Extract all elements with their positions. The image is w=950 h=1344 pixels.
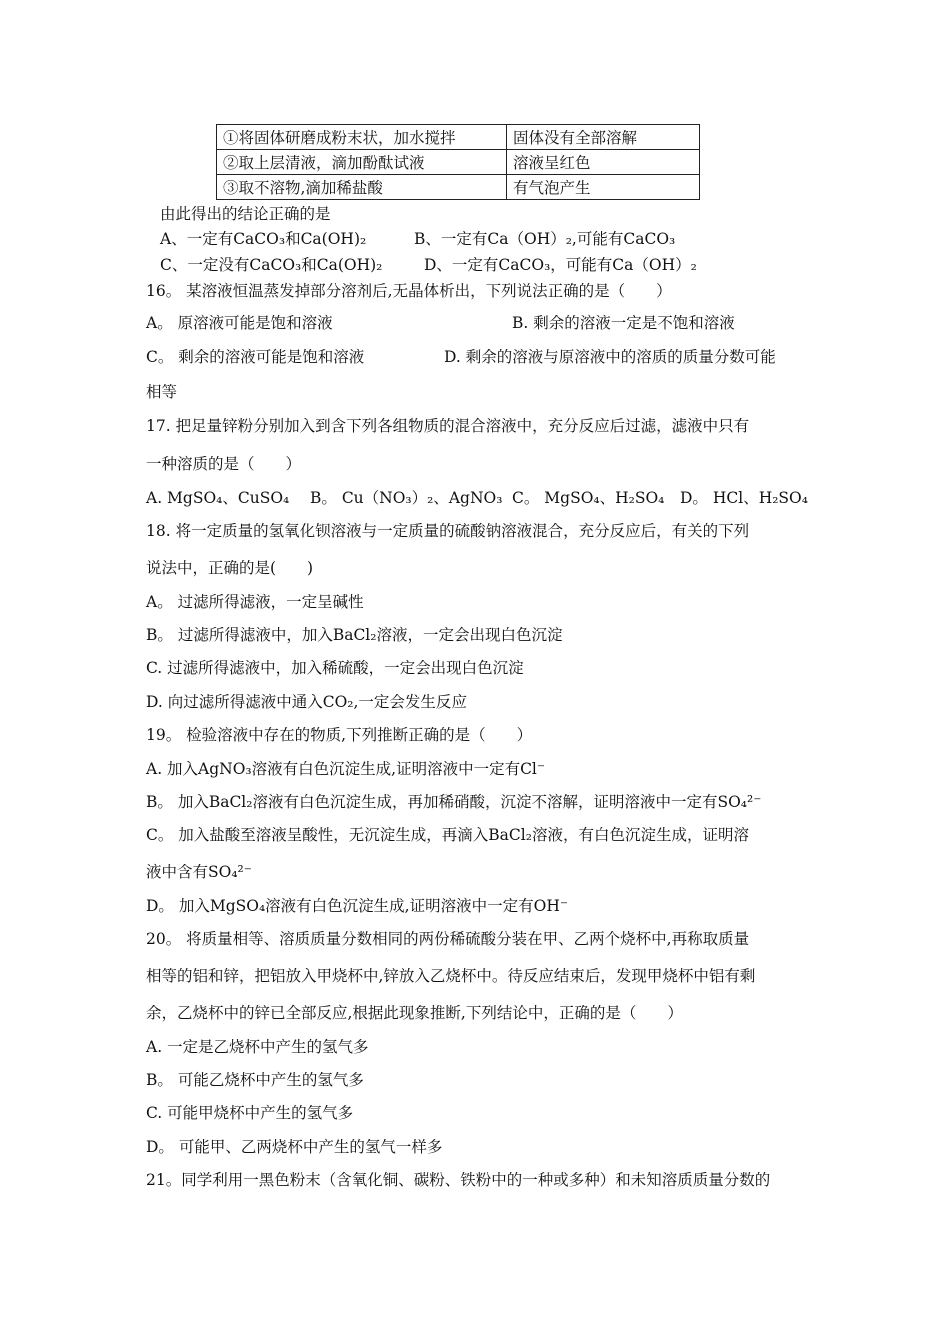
q18-option-b: B。 过滤所得滤液中，加入BaCl₂溶液，一定会出现白色沉淀 [146, 626, 563, 644]
q15-option-a: A、一定有CaCO₃和Ca(OH)₂ [160, 230, 367, 248]
q17-option-a: A. MgSO₄、CuSO₄ [146, 489, 290, 507]
q16-stem: 16。 某溶液恒温蒸发掉部分溶剂后,无晶体析出，下列说法正确的是（ ） [146, 282, 672, 300]
q20-stem: 20。 将质量相等、溶质质量分数相同的两份稀硫酸分装在甲、乙两个烧杯中,再称取质量 [146, 930, 750, 948]
q17-option-d: D。 HCl、H₂SO₄ [680, 489, 808, 507]
table-row [217, 150, 700, 175]
q17-option-c: C。 MgSO₄、H₂SO₄ [512, 489, 665, 507]
q20-option-a: A. 一定是乙烧杯中产生的氢气多 [146, 1038, 369, 1056]
experiment-table [216, 124, 700, 200]
q20-option-c: C. 可能甲烧杯中产生的氢气多 [146, 1104, 354, 1122]
q20-stem-cont-1: 相等的铝和锌，把铝放入甲烧杯中,锌放入乙烧杯中。待反应结束后，发现甲烧杯中铝有剩 [146, 967, 756, 985]
q19-option-d: D。 加入MgSO₄溶液有白色沉淀生成,证明溶液中一定有OH⁻ [146, 897, 569, 915]
q19-stem: 19。 检验溶液中存在的物质,下列推断正确的是（ ） [146, 726, 533, 744]
q15-option-b: B、一定有Ca（OH）₂,可能有CaCO₃ [414, 230, 676, 248]
q19-option-a: A. 加入AgNO₃溶液有白色沉淀生成,证明溶液中一定有Cl⁻ [146, 760, 546, 778]
q16-option-b: B. 剩余的溶液一定是不饱和溶液 [512, 314, 735, 332]
q20-stem-cont-2: 余，乙烧杯中的锌已全部反应,根据此现象推断,下列结论中，正确的是（ ） [146, 1004, 683, 1022]
table-cell-step: ①将固体研磨成粉末状，加水搅拌 [217, 125, 507, 150]
q19-option-b: B。 加入BaCl₂溶液有白色沉淀生成，再加稀硝酸，沉淀不溶解，证明溶液中一定有SO₄²⁻ [146, 793, 762, 811]
table-cell-step: ②取上层清液，滴加酚酞试液 [217, 150, 507, 175]
table-cell-result: 固体没有全部溶解 [507, 125, 700, 150]
q19-option-c-cont: 液中含有SO₄²⁻ [146, 863, 252, 881]
q18-option-d: D. 向过滤所得滤液中通入CO₂,一定会发生反应 [146, 693, 467, 711]
q20-option-d: D。 可能甲、乙两烧杯中产生的氢气一样多 [146, 1138, 443, 1156]
table-cell-result: 溶液呈红色 [507, 150, 700, 175]
table-cell-result: 有气泡产生 [507, 175, 700, 200]
q15-option-d: D、一定有CaCO₃，可能有Ca（OH）₂ [424, 256, 697, 274]
q21-stem: 21。同学利用一黑色粉末（含氧化铜、碳粉、铁粉中的一种或多种）和未知溶质质量分数的 [146, 1171, 771, 1189]
q17-stem-cont: 一种溶质的是（ ） [146, 455, 302, 473]
q18-option-c: C. 过滤所得滤液中，加入稀硫酸，一定会出现白色沉淀 [146, 659, 524, 677]
q18-option-a: A。 过滤所得滤液，一定呈碱性 [146, 593, 364, 611]
table-cell-step: ③取不溶物,滴加稀盐酸 [217, 175, 507, 200]
table-row [217, 125, 700, 150]
q18-stem: 18. 将一定质量的氢氧化钡溶液与一定质量的硫酸钠溶液混合，充分反应后，有关的下列 [146, 522, 750, 540]
q19-option-c: C。 加入盐酸至溶液呈酸性，无沉淀生成，再滴入BaCl₂溶液，有白色沉淀生成，证明溶 [146, 826, 749, 844]
q17-stem: 17. 把足量锌粉分别加入到含下列各组物质的混合溶液中，充分反应后过滤，滤液中只有 [146, 417, 750, 435]
q16-option-d-cont: 相等 [146, 383, 178, 401]
q16-option-a: A。 原溶液可能是饱和溶液 [146, 314, 333, 332]
q16-option-d: D. 剩余的溶液与原溶液中的溶质的质量分数可能 [444, 348, 776, 366]
table-row [217, 175, 700, 200]
q20-option-b: B。 可能乙烧杯中产生的氢气多 [146, 1071, 364, 1089]
q18-stem-cont: 说法中，正确的是( ) [146, 559, 314, 577]
q16-option-c: C。 剩余的溶液可能是饱和溶液 [146, 348, 365, 366]
q17-option-b: B。 Cu（NO₃）₂、AgNO₃ [310, 489, 503, 507]
q15-option-c: C、一定没有CaCO₃和Ca(OH)₂ [160, 256, 383, 274]
q15-stem: 由此得出的结论正确的是 [160, 205, 331, 223]
